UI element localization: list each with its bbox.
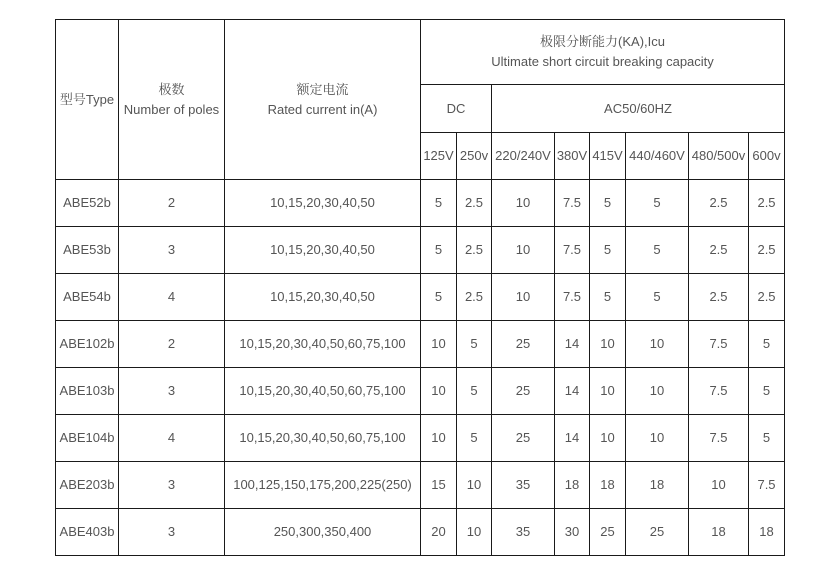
capacity-value-cell: 7.5 — [689, 321, 749, 368]
current-cell: 10,15,20,30,40,50,60,75,100 — [225, 368, 421, 415]
model-cell: ABE104b — [56, 415, 119, 462]
capacity-value-cell: 10 — [626, 368, 689, 415]
capacity-value-cell: 5 — [590, 274, 626, 321]
capacity-value-cell: 35 — [492, 509, 555, 556]
capacity-value-cell: 18 — [626, 462, 689, 509]
capacity-value-cell: 25 — [626, 509, 689, 556]
voltage-header: 440/460V — [626, 133, 689, 180]
capacity-value-cell: 2.5 — [749, 227, 785, 274]
capacity-value-cell: 10 — [626, 415, 689, 462]
model-cell: ABE54b — [56, 274, 119, 321]
poles-cell: 3 — [119, 462, 225, 509]
capacity-value-cell: 5 — [749, 415, 785, 462]
voltage-header: 380V — [555, 133, 590, 180]
current-cell: 10,15,20,30,40,50 — [225, 180, 421, 227]
poles-cell: 2 — [119, 321, 225, 368]
capacity-value-cell: 10 — [590, 368, 626, 415]
current-cell: 250,300,350,400 — [225, 509, 421, 556]
table-row — [56, 509, 785, 556]
capacity-value-cell: 10 — [492, 274, 555, 321]
capacity-value-cell: 15 — [421, 462, 457, 509]
capacity-value-cell: 10 — [590, 415, 626, 462]
capacity-value-cell: 5 — [421, 274, 457, 321]
current-cell: 10,15,20,30,40,50 — [225, 274, 421, 321]
capacity-value-cell: 18 — [689, 509, 749, 556]
capacity-value-cell: 2.5 — [457, 274, 492, 321]
capacity-value-cell: 7.5 — [689, 415, 749, 462]
capacity-value-cell: 14 — [555, 321, 590, 368]
table-body — [56, 180, 785, 556]
voltage-header: 480/500v — [689, 133, 749, 180]
capacity-value-cell: 25 — [590, 509, 626, 556]
capacity-value-cell: 7.5 — [555, 180, 590, 227]
model-cell: ABE403b — [56, 509, 119, 556]
poles-cell: 4 — [119, 415, 225, 462]
capacity-value-cell: 25 — [492, 321, 555, 368]
capacity-value-cell: 5 — [626, 180, 689, 227]
current-cell: 10,15,20,30,40,50,60,75,100 — [225, 321, 421, 368]
current-header-cn: 额定电流 — [296, 81, 349, 97]
capacity-value-cell: 5 — [421, 180, 457, 227]
table-row — [56, 368, 785, 415]
capacity-value-cell: 5 — [749, 368, 785, 415]
capacity-value-cell: 5 — [590, 227, 626, 274]
model-cell: ABE102b — [56, 321, 119, 368]
capacity-value-cell: 10 — [421, 321, 457, 368]
capacity-value-cell: 7.5 — [555, 274, 590, 321]
capacity-value-cell: 30 — [555, 509, 590, 556]
capacity-value-cell: 10 — [421, 368, 457, 415]
capacity-value-cell: 5 — [457, 321, 492, 368]
capacity-value-cell: 2.5 — [689, 180, 749, 227]
capacity-header — [421, 20, 785, 85]
model-cell: ABE53b — [56, 227, 119, 274]
capacity-value-cell: 18 — [555, 462, 590, 509]
model-cell: ABE103b — [56, 368, 119, 415]
ac-header: AC50/60HZ — [492, 85, 785, 133]
poles-cell: 3 — [119, 227, 225, 274]
table-row — [56, 227, 785, 274]
capacity-value-cell: 2.5 — [749, 274, 785, 321]
table-row — [56, 321, 785, 368]
current-header — [225, 20, 421, 180]
capacity-value-cell: 14 — [555, 415, 590, 462]
poles-header — [119, 20, 225, 180]
model-cell: ABE203b — [56, 462, 119, 509]
type-header: 型号Type — [56, 20, 119, 180]
model-cell: ABE52b — [56, 180, 119, 227]
capacity-header-en: Ultimate short circuit breaking capacity — [491, 54, 714, 69]
capacity-value-cell: 2.5 — [689, 227, 749, 274]
capacity-value-cell: 18 — [590, 462, 626, 509]
capacity-value-cell: 5 — [421, 227, 457, 274]
capacity-value-cell: 10 — [421, 415, 457, 462]
poles-cell: 4 — [119, 274, 225, 321]
capacity-value-cell: 25 — [492, 368, 555, 415]
capacity-value-cell: 2.5 — [457, 227, 492, 274]
capacity-value-cell: 25 — [492, 415, 555, 462]
poles-cell: 3 — [119, 509, 225, 556]
table-row — [56, 180, 785, 227]
capacity-value-cell: 2.5 — [457, 180, 492, 227]
capacity-value-cell: 7.5 — [689, 368, 749, 415]
dc-header: DC — [421, 85, 492, 133]
header-row-capacity — [56, 20, 785, 85]
voltage-header: 125V — [421, 133, 457, 180]
capacity-value-cell: 2.5 — [749, 180, 785, 227]
capacity-value-cell: 5 — [457, 415, 492, 462]
capacity-value-cell: 10 — [590, 321, 626, 368]
capacity-value-cell: 7.5 — [555, 227, 590, 274]
poles-header-cn: 极数 — [158, 81, 185, 97]
current-cell: 10,15,20,30,40,50 — [225, 227, 421, 274]
capacity-value-cell: 5 — [749, 321, 785, 368]
capacity-value-cell: 2.5 — [689, 274, 749, 321]
voltage-header: 250v — [457, 133, 492, 180]
capacity-value-cell: 10 — [492, 180, 555, 227]
capacity-value-cell: 14 — [555, 368, 590, 415]
table-row — [56, 274, 785, 321]
voltage-header: 220/240V — [492, 133, 555, 180]
voltage-header: 415V — [590, 133, 626, 180]
capacity-value-cell: 10 — [457, 509, 492, 556]
capacity-value-cell: 10 — [492, 227, 555, 274]
capacity-value-cell: 10 — [457, 462, 492, 509]
capacity-value-cell: 5 — [457, 368, 492, 415]
current-cell: 100,125,150,175,200,225(250) — [225, 462, 421, 509]
table-row — [56, 462, 785, 509]
capacity-value-cell: 5 — [626, 227, 689, 274]
capacity-value-cell: 10 — [626, 321, 689, 368]
capacity-value-cell: 5 — [626, 274, 689, 321]
capacity-value-cell: 10 — [689, 462, 749, 509]
capacity-value-cell: 20 — [421, 509, 457, 556]
spec-table — [55, 19, 785, 556]
poles-cell: 3 — [119, 368, 225, 415]
capacity-value-cell: 5 — [590, 180, 626, 227]
capacity-value-cell: 7.5 — [749, 462, 785, 509]
capacity-value-cell: 35 — [492, 462, 555, 509]
table-row — [56, 415, 785, 462]
current-header-en: Rated current in(A) — [267, 101, 378, 117]
poles-header-en: Number of poles — [123, 101, 220, 117]
capacity-header-cn: 极限分断能力(KA),Icu — [540, 34, 665, 49]
capacity-value-cell: 18 — [749, 509, 785, 556]
voltage-header: 600v — [749, 133, 785, 180]
current-cell: 10,15,20,30,40,50,60,75,100 — [225, 415, 421, 462]
poles-cell: 2 — [119, 180, 225, 227]
